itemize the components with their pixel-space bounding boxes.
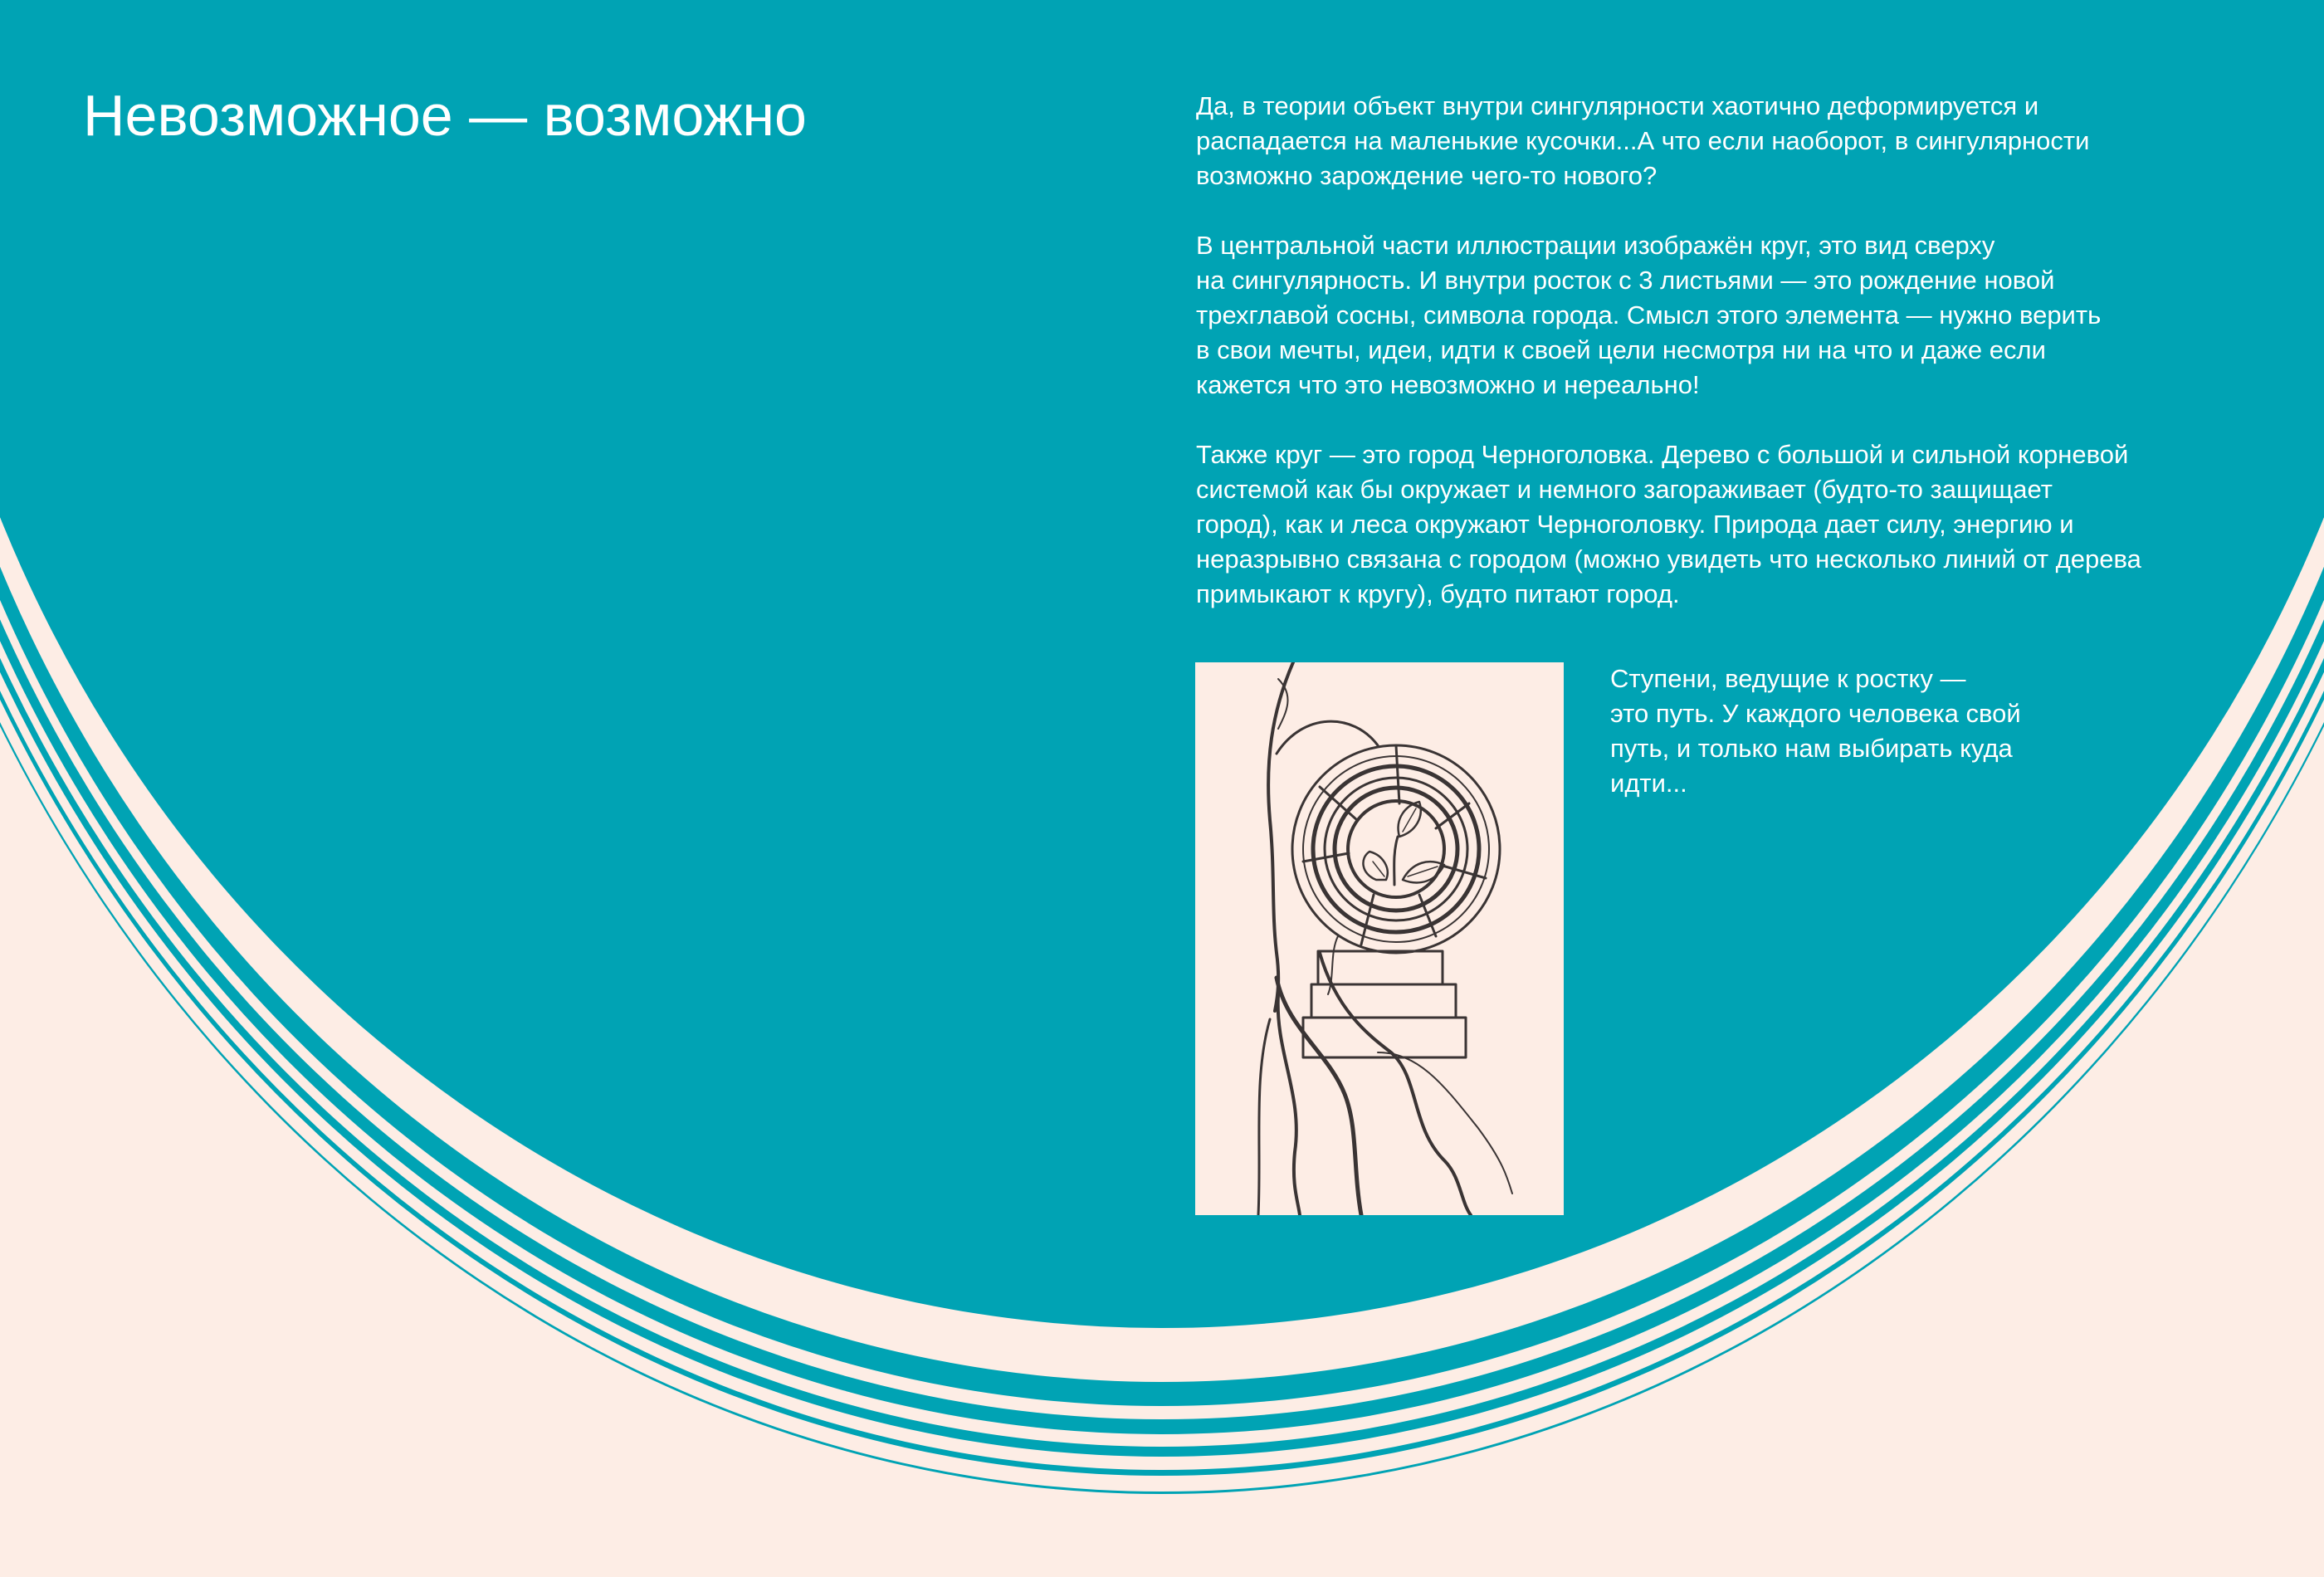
sprout-singularity-illustration: [1195, 662, 1564, 1215]
article-body: [1196, 89, 2275, 647]
page-title: Невозможное — возможно: [83, 83, 807, 148]
step-1: [1303, 1018, 1466, 1057]
article-paragraph-3: Также круг — это город Черноголовка. Дерево с большой и сильной корневой системой как бы окружает и немного загораживает (будто-то защищает город), как и леса окружают Черноголовку. Природа дает силу, энергию и неразрывно связана с городом (можно увидеть что несколько линий от дерева примыкают к кругу), будто питают город.: [1196, 440, 2141, 608]
illustration-caption: Ступени, ведущие к ростку — это путь. У каждого человека свой путь, и только нам выбирать куда идти...: [1610, 664, 2021, 798]
step-3: [1318, 951, 1443, 984]
article-paragraph-2: В центральной части иллюстрации изображён круг, это вид сверху на сингулярность. И внутри росток с 3 листьями — это рождение новой трехглавой сосны, символа города. Смысл этого элемента — нужно верить в свои мечты, идеи, идти к своей цели несмотря ни на что и даже если кажется что это невозможно и нереально!: [1196, 231, 2102, 399]
article-paragraph-1: Да, в теории объект внутри сингулярности хаотично деформируется и распадается на маленькие кусочки...А что если наоборот, в сингулярности возможно зарождение чего-то нового?: [1196, 91, 2090, 190]
